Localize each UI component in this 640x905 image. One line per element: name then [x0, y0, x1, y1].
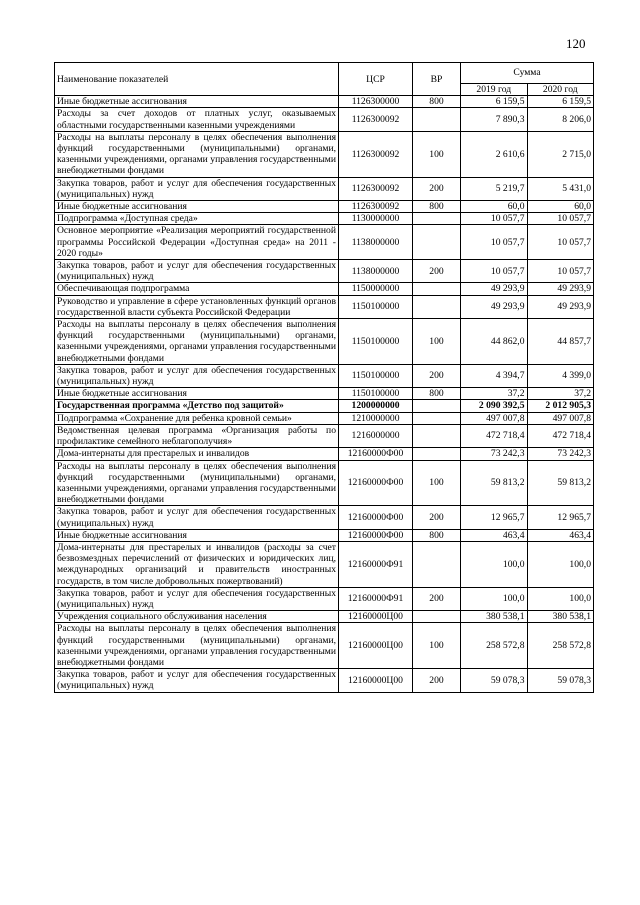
cell-sum-2020: 2 012 905,3 [527, 400, 594, 412]
cell-csr: 1210000000 [339, 412, 413, 424]
cell-sum-2019: 60,0 [461, 201, 528, 213]
cell-csr: 1150000000 [339, 283, 413, 295]
cell-csr: 1126300000 [339, 96, 413, 108]
cell-name: Закупка товаров, работ и услуг для обеспечения государственных (муниципальных) нужд [55, 364, 339, 387]
table-row [55, 541, 594, 587]
cell-csr: 1126300092 [339, 177, 413, 200]
header-year-2020: 2020 год [527, 84, 594, 96]
cell-vr: 200 [413, 260, 461, 283]
cell-sum-2019: 2 610,6 [461, 131, 528, 177]
cell-vr: 200 [413, 587, 461, 610]
table-row [55, 669, 594, 692]
cell-name: Закупка товаров, работ и услуг для обеспечения государственных (муниципальных) нужд [55, 260, 339, 283]
page-number: 120 [566, 36, 586, 51]
table-row [55, 400, 594, 412]
cell-vr: 200 [413, 364, 461, 387]
cell-csr: 1200000000 [339, 400, 413, 412]
cell-csr: 1130000000 [339, 213, 413, 225]
cell-vr [413, 400, 461, 412]
cell-name: Подпрограмма «Сохранение для ребенка кровной семьи» [55, 412, 339, 424]
cell-csr: 1150100000 [339, 319, 413, 365]
table-row [55, 388, 594, 400]
cell-name: Дома-интернаты для престарелых и инвалидов (расходы за счет безвозмездных перечислений от физических и юридических лиц, международных организаций и правительств иностранных государств, в том числе добровольных пожертвований) [55, 541, 339, 587]
cell-vr [413, 283, 461, 295]
cell-sum-2019: 10 057,7 [461, 213, 528, 225]
cell-sum-2019: 497 007,8 [461, 412, 528, 424]
cell-sum-2019: 100,0 [461, 541, 528, 587]
cell-name: Расходы на выплаты персоналу в целях обеспечения выполнения функций государственными (муниципальными) органами, казенными учреждениями, органами управления государственными внебюджетными фондами [55, 460, 339, 506]
cell-sum-2020: 49 293,9 [527, 295, 594, 318]
cell-csr: 12160000Ц00 [339, 623, 413, 669]
cell-name: Государственная программа «Детство под защитой» [55, 400, 339, 412]
cell-sum-2020: 10 057,7 [527, 225, 594, 260]
cell-sum-2020: 100,0 [527, 541, 594, 587]
cell-sum-2020: 60,0 [527, 201, 594, 213]
cell-vr [413, 225, 461, 260]
cell-csr: 1138000000 [339, 225, 413, 260]
cell-vr [413, 424, 461, 447]
cell-csr: 1150100000 [339, 388, 413, 400]
cell-csr: 1150100000 [339, 364, 413, 387]
table-row [55, 96, 594, 108]
cell-sum-2019: 258 572,8 [461, 623, 528, 669]
table-row [55, 260, 594, 283]
cell-sum-2019: 4 394,7 [461, 364, 528, 387]
cell-csr: 1216000000 [339, 424, 413, 447]
cell-sum-2020: 10 057,7 [527, 213, 594, 225]
header-name: Наименование показателей [55, 63, 339, 96]
cell-name: Основное мероприятие «Реализация мероприятий государственной программы Российской Федерации «Доступная среда» на 2011 - 2020 годы» [55, 225, 339, 260]
cell-vr: 200 [413, 669, 461, 692]
cell-sum-2019: 100,0 [461, 587, 528, 610]
cell-sum-2020: 497 007,8 [527, 412, 594, 424]
cell-sum-2020: 472 718,4 [527, 424, 594, 447]
cell-csr: 12160000Ф00 [339, 506, 413, 529]
table-row [55, 319, 594, 365]
cell-sum-2019: 37,2 [461, 388, 528, 400]
cell-sum-2019: 44 862,0 [461, 319, 528, 365]
cell-vr [413, 541, 461, 587]
table-row [55, 506, 594, 529]
table-row [55, 364, 594, 387]
table-body [55, 96, 594, 692]
cell-sum-2019: 10 057,7 [461, 260, 528, 283]
cell-sum-2020: 12 965,7 [527, 506, 594, 529]
cell-sum-2019: 12 965,7 [461, 506, 528, 529]
table-row [55, 225, 594, 260]
cell-sum-2019: 463,4 [461, 529, 528, 541]
cell-name: Иные бюджетные ассигнования [55, 388, 339, 400]
cell-vr: 800 [413, 529, 461, 541]
cell-csr: 12160000Ф91 [339, 587, 413, 610]
cell-vr: 100 [413, 319, 461, 365]
cell-vr: 800 [413, 388, 461, 400]
cell-csr: 1138000000 [339, 260, 413, 283]
cell-sum-2020: 59 813,2 [527, 460, 594, 506]
table-row [55, 529, 594, 541]
cell-name: Расходы на выплаты персоналу в целях обеспечения выполнения функций государственными (муниципальными) органами, казенными учреждениями, органами управления государственными внебюджетными фондами [55, 131, 339, 177]
cell-vr: 800 [413, 201, 461, 213]
table-row [55, 448, 594, 460]
cell-vr: 800 [413, 96, 461, 108]
cell-sum-2020: 44 857,7 [527, 319, 594, 365]
table-row [55, 412, 594, 424]
cell-vr [413, 108, 461, 131]
cell-sum-2019: 10 057,7 [461, 225, 528, 260]
cell-vr: 200 [413, 506, 461, 529]
table-row [55, 283, 594, 295]
table-row [55, 213, 594, 225]
cell-sum-2020: 258 572,8 [527, 623, 594, 669]
table-row [55, 295, 594, 318]
cell-csr: 1126300092 [339, 201, 413, 213]
table-row [55, 177, 594, 200]
cell-vr: 200 [413, 177, 461, 200]
cell-vr [413, 295, 461, 318]
cell-sum-2020: 4 399,0 [527, 364, 594, 387]
header-vr: ВР [413, 63, 461, 96]
cell-name: Расходы за счет доходов от платных услуг, оказываемых областными государственными казенными учреждениями [55, 108, 339, 131]
cell-vr: 100 [413, 623, 461, 669]
cell-sum-2019: 59 078,3 [461, 669, 528, 692]
table-row [55, 131, 594, 177]
cell-name: Расходы на выплаты персоналу в целях обеспечения выполнения функций государственными (муниципальными) органами, казенными учреждениями, органами управления государственными внебюджетными фондами [55, 319, 339, 365]
cell-sum-2020: 6 159,5 [527, 96, 594, 108]
cell-csr: 12160000Ц00 [339, 669, 413, 692]
cell-sum-2020: 49 293,9 [527, 283, 594, 295]
cell-sum-2020: 8 206,0 [527, 108, 594, 131]
cell-name: Закупка товаров, работ и услуг для обеспечения государственных (муниципальных) нужд [55, 506, 339, 529]
cell-name: Закупка товаров, работ и услуг для обеспечения государственных (муниципальных) нужд [55, 587, 339, 610]
table-row [55, 201, 594, 213]
header-year-2019: 2019 год [461, 84, 528, 96]
cell-name: Закупка товаров, работ и услуг для обеспечения государственных (муниципальных) нужд [55, 669, 339, 692]
cell-name: Иные бюджетные ассигнования [55, 201, 339, 213]
cell-sum-2020: 463,4 [527, 529, 594, 541]
table-row [55, 108, 594, 131]
header-csr: ЦСР [339, 63, 413, 96]
cell-sum-2019: 7 890,3 [461, 108, 528, 131]
table-row [55, 460, 594, 506]
cell-vr: 100 [413, 131, 461, 177]
cell-sum-2020: 73 242,3 [527, 448, 594, 460]
cell-sum-2020: 5 431,0 [527, 177, 594, 200]
cell-sum-2019: 49 293,9 [461, 295, 528, 318]
cell-name: Дома-интернаты для престарелых и инвалидов [55, 448, 339, 460]
table-row [55, 587, 594, 610]
cell-sum-2020: 380 538,1 [527, 611, 594, 623]
cell-vr [413, 213, 461, 225]
cell-name: Иные бюджетные ассигнования [55, 96, 339, 108]
cell-sum-2019: 73 242,3 [461, 448, 528, 460]
table-row [55, 623, 594, 669]
cell-csr: 1150100000 [339, 295, 413, 318]
cell-name: Расходы на выплаты персоналу в целях обеспечения выполнения функций государственными (муниципальными) органами, казенными учреждениями, органами управления государственными внебюджетными фондами [55, 623, 339, 669]
cell-csr: 12160000Ф00 [339, 448, 413, 460]
table-row [55, 424, 594, 447]
cell-name: Ведомственная целевая программа «Организация работы по профилактике семейного неблагополучия» [55, 424, 339, 447]
cell-name: Подпрограмма «Доступная среда» [55, 213, 339, 225]
table-header [55, 63, 594, 96]
cell-sum-2019: 59 813,2 [461, 460, 528, 506]
cell-sum-2019: 472 718,4 [461, 424, 528, 447]
cell-sum-2020: 10 057,7 [527, 260, 594, 283]
cell-sum-2020: 37,2 [527, 388, 594, 400]
table-row [55, 611, 594, 623]
cell-sum-2020: 2 715,0 [527, 131, 594, 177]
cell-csr: 12160000Ф00 [339, 460, 413, 506]
header-sum: Сумма [461, 63, 594, 84]
header-row [55, 63, 594, 84]
cell-sum-2019: 2 090 392,5 [461, 400, 528, 412]
cell-sum-2019: 49 293,9 [461, 283, 528, 295]
cell-csr: 1126300092 [339, 108, 413, 131]
cell-sum-2019: 380 538,1 [461, 611, 528, 623]
cell-name: Иные бюджетные ассигнования [55, 529, 339, 541]
cell-csr: 1126300092 [339, 131, 413, 177]
cell-sum-2020: 59 078,3 [527, 669, 594, 692]
cell-csr: 12160000Ц00 [339, 611, 413, 623]
cell-sum-2019: 6 159,5 [461, 96, 528, 108]
cell-vr [413, 448, 461, 460]
cell-name: Обеспечивающая подпрограмма [55, 283, 339, 295]
cell-csr: 12160000Ф91 [339, 541, 413, 587]
cell-name: Учреждения социального обслуживания населения [55, 611, 339, 623]
cell-csr: 12160000Ф00 [339, 529, 413, 541]
cell-sum-2019: 5 219,7 [461, 177, 528, 200]
cell-sum-2020: 100,0 [527, 587, 594, 610]
cell-vr [413, 412, 461, 424]
budget-table [54, 62, 594, 693]
cell-name: Руководство и управление в сфере установленных функций органов государственной власти субъекта Российской Федерации [55, 295, 339, 318]
cell-vr [413, 611, 461, 623]
cell-name: Закупка товаров, работ и услуг для обеспечения государственных (муниципальных) нужд [55, 177, 339, 200]
cell-vr: 100 [413, 460, 461, 506]
